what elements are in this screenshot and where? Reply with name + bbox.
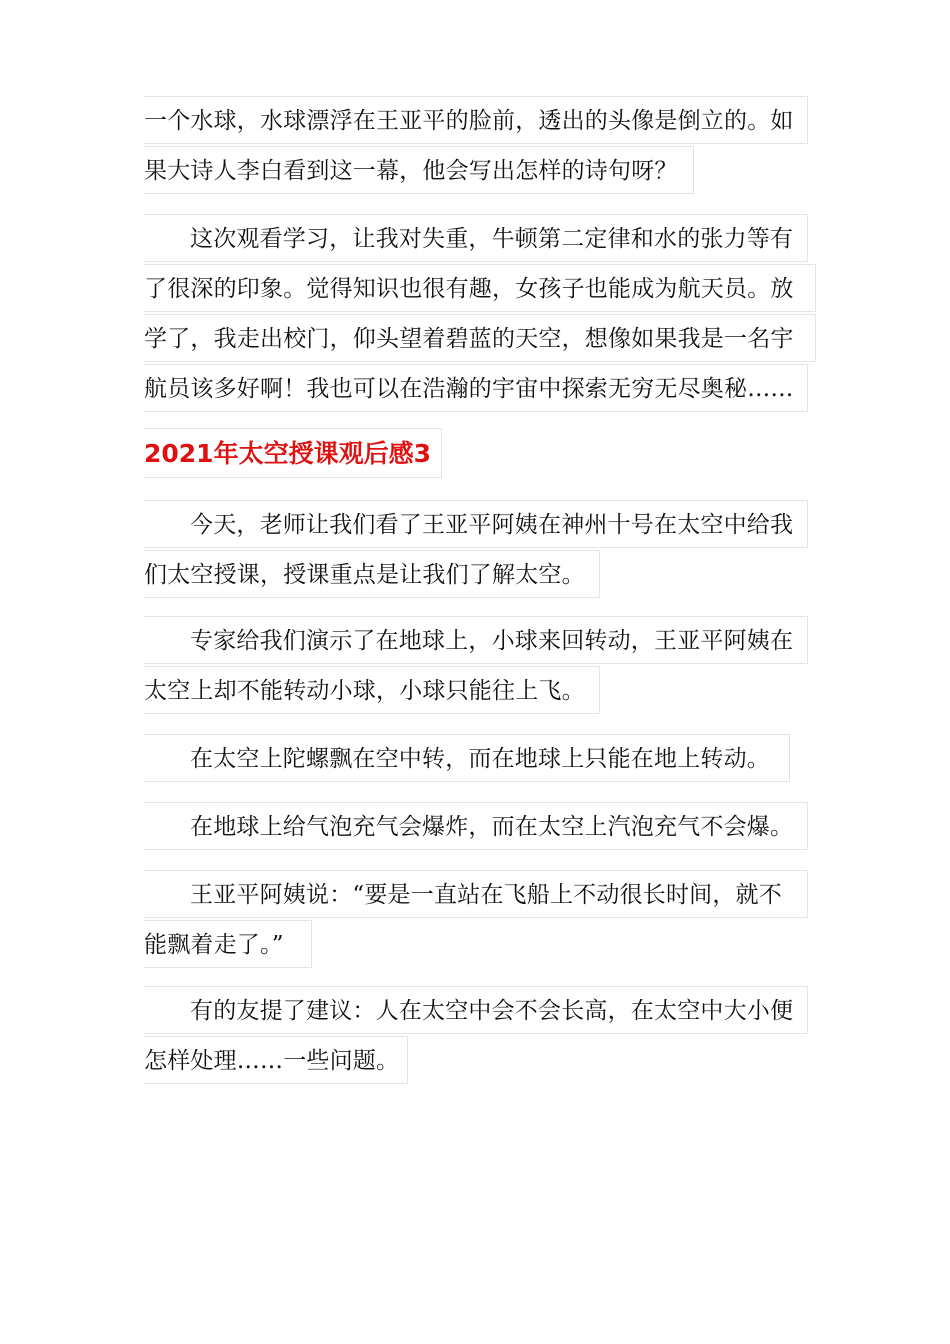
paragraph-6-line-1: 在地球上给气泡充气会爆炸，而在太空上汽泡充气不会爆。 <box>144 802 808 850</box>
paragraph-1-line-2: 果大诗人李白看到这一幕，他会写出怎样的诗句呀？ <box>144 146 694 194</box>
paragraph-5-line-1: 在太空上陀螺飘在空中转，而在地球上只能在地上转动。 <box>144 734 790 782</box>
paragraph-2-line-1: 这次观看学习，让我对失重，牛顿第二定律和水的张力等有 <box>144 214 808 262</box>
paragraph-1-line-1: 一个水球，水球漂浮在王亚平的脸前，透出的头像是倒立的。如 <box>144 96 808 144</box>
paragraph-7-line-2: 能飘着走了。” <box>144 920 312 968</box>
section-heading: 2021年太空授课观后感3 <box>144 428 442 478</box>
paragraph-4-line-2: 太空上却不能转动小球，小球只能往上飞。 <box>144 666 600 714</box>
paragraph-2-line-3: 学了，我走出校门，仰头望着碧蓝的天空，想像如果我是一名宇 <box>144 314 816 362</box>
paragraph-8-line-1: 有的友提了建议：人在太空中会不会长高，在太空中大小便 <box>144 986 808 1034</box>
paragraph-2-line-2: 了很深的印象。觉得知识也很有趣，女孩子也能成为航天员。放 <box>144 264 816 312</box>
paragraph-4-line-1: 专家给我们演示了在地球上，小球来回转动，王亚平阿姨在 <box>144 616 808 664</box>
paragraph-3-line-2: 们太空授课，授课重点是让我们了解太空。 <box>144 550 600 598</box>
paragraph-3-line-1: 今天，老师让我们看了王亚平阿姨在神州十号在太空中给我 <box>144 500 808 548</box>
paragraph-2-line-4: 航员该多好啊！我也可以在浩瀚的宇宙中探索无穷无尽奥秘…… <box>144 364 808 412</box>
paragraph-7-line-1: 王亚平阿姨说：“要是一直站在飞船上不动很长时间，就不 <box>144 870 808 918</box>
paragraph-8-line-2: 怎样处理……一些问题。 <box>144 1036 408 1084</box>
